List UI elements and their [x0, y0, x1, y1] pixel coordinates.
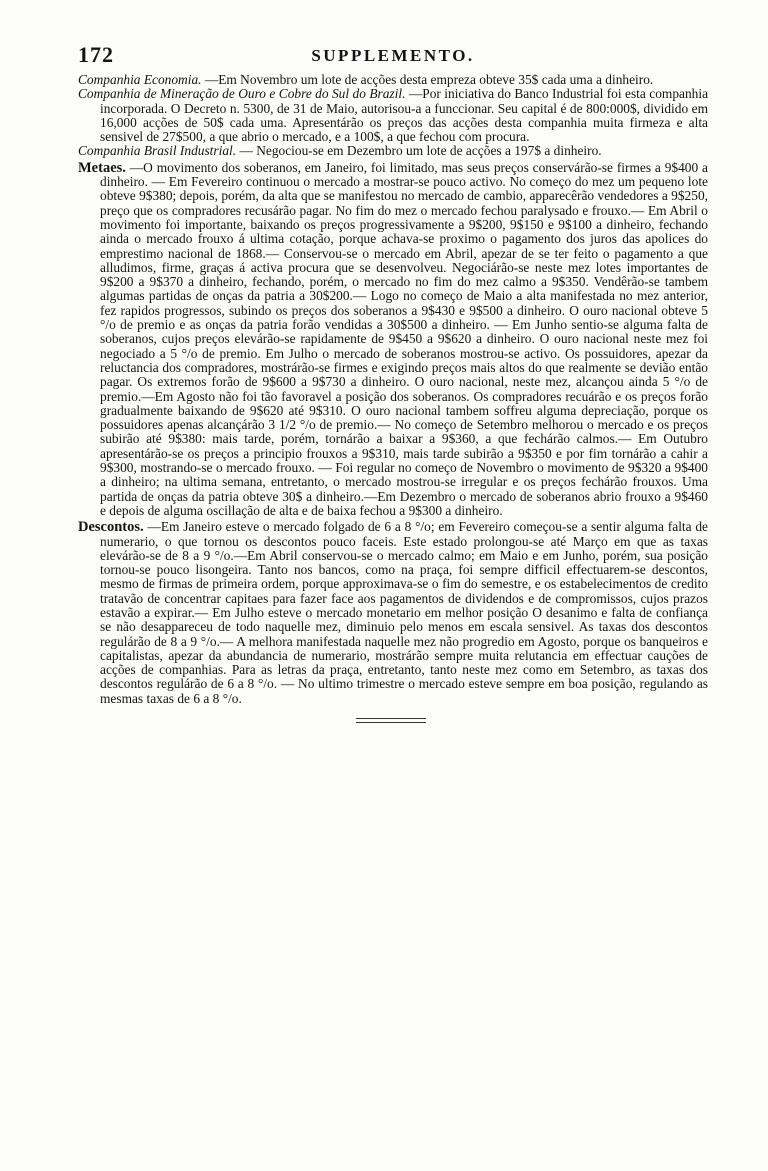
running-head: SUPPLEMENTO.	[311, 46, 475, 65]
company-text: —Por iniciativa do Banco Industrial foi esta companhia incorporada. O Decreto n. 5300, de 31 de Maio, autorisou-a a funccionar. Seu capital é de 800:000$, dividido em 16,000 acções de 50$ cada uma. Apresentárão os preços das acções desta companhia muita firmeza e alta sensivel de 27$500, a que abrio o mercado, e a 100$, a que fechou com procura.	[100, 86, 709, 145]
descontos-section	[78, 520, 708, 706]
company-entry	[78, 73, 708, 87]
page-body	[78, 73, 708, 706]
end-rule	[356, 718, 426, 719]
descontos-heading: Descontos.	[78, 519, 144, 536]
company-name: Companhia Economia.	[78, 72, 202, 87]
page-number: 172	[78, 42, 114, 67]
descontos-text: —Em Janeiro esteve o mercado folgado de 6 a 8 °/o; em Fevereiro começou-se a sentir alguma falta de numerario, o que tornou os descontos pouco faceis. Este estado prolongou-se até Março em que as taxas elevárão-se de 8 a 9 °/o.—Em Abril conservou-se o mercado calmo; em Maio e em Junho, porém, sua posição tornou-se pouco lisongeira. Tanto nos bancos, como na praça, foi sempre difficil effectuarem-se descontos, mesmo de firmas de primeira ordem, porque approximava-se o fim do semestre, e os estabelecimentos de credito tratavão de concentrar capitaes para fazer face aos pagamentos de dividendos e de compromissos, cujos prazos estavão a expirar.— Em Julho esteve o mercado monetario em melhor posição O desanimo e falta de confiança se não desappareceu de todo naquelle mez, diminuio pelo menos em escala sensivel. As taxas dos descontos regulárão de 8 a 9 °/o.— A melhora manifestada naquelle mez não progredio em Agosto, porque os banqueiros e capitalistas, apezar da abundancia de numerario, mostrárão sempre muita relutancia em effectuar cauções de acções de companhias. Para as letras da praça, entretanto, tanto neste mez como em Setembro, as taxas dos descontos regulárão de 6 a 8 °/o. — No ultimo trimestre o mercado esteve sempre em boa posição, regulando as mesmas taxas de 6 a 8 °/o.	[100, 519, 708, 706]
company-name: Companhia de Mineração de Ouro e Cobre do Sul do Brazil.	[78, 86, 406, 102]
company-text: —Em Novembro um lote de acções desta empreza obteve 35$ cada uma a dinheiro.	[204, 72, 654, 87]
end-rule	[356, 722, 426, 723]
company-entry	[78, 144, 708, 158]
company-name: Companhia Brasil Industrial.	[78, 143, 237, 159]
page-header	[78, 42, 708, 72]
metaes-section	[78, 161, 708, 518]
company-text: — Negociou-se em Dezembro um lote de acções a 197$ a dinheiro.	[239, 143, 602, 159]
metaes-text: —O movimento dos soberanos, em Janeiro, foi limitado, mas seus preços conservárão-se firmes a 9$400 a dinheiro. — Em Fevereiro continuou o mercado a mostrar-se pouco activo. No começo do mez um pequeno lote obteve 9$380; depois, porém, da alta que se manifestou no mercado de cambio, apparecêrão vendedores a 9$250, preço que os compradores recusárão pagar. No fim do mez o mercado fechou paralysado e frouxo.— Em Abril o movimento foi importante, baixando os preços progressivamente a 9$200, 9$150 e 9$100 a dinheiro, fechando ainda o mercado frouxo á ultima cotação, porque achava-se proximo o pagamento dos juros das apolices do emprestimo nacional de 1868.— Conservou-se o mercado em Abril, apezar de se ter feito o pagamento a que alludimos, firme, graças á activa procura que se desenvolveu. Negociárão-se neste mez lotes importantes de 9$200 a 9$370 a dinheiro, fechando, porém, o mercado no fim do mez calmo a 9$350. Vendêrão-se tambem algumas partidas de onças da patria a 30$200.— Logo no começo de Maio a alta manifestada no mez anterior, fez rapidos progressos, subindo os preços dos soberanos a 9$430 e 9$500 a dinheiro. O ouro nacional obteve 5 °/o de premio e as onças da patria forão vendidas a 30$500 a dinheiro. — Em Junho sentio-se alguma falta de soberanos, cujos preços elevárão-se rapidamente de 9$450 a 9$620 a dinheiro. O ouro nacional neste mez foi negociado a 5 °/o de premio. Em Julho o mercado de soberanos mostrou-se activo. Os possuidores, apezar da reluctancia dos compradores, mostrárão-se firmes e exigindo preços mais altos do que realmente se devião então pagar. Os extremos forão de 9$600 a 9$730 a dinheiro. O ouro nacional, neste mez, alcançou ainda 5 °/o de premio.—Em Agosto não foi tão favoravel a posição dos soberanos. Os compradores recuárão e os preços forão gradualmente baixando de 9$620 até 9$310. O ouro nacional tambem soffreu alguma depreciação, porque os possuidores apenas alcançárão 3 1/2 °/o de premio.— No começo de Setembro melhorou o mercado e os preços subirão até 9$380: mais tarde, porém, tornárão a baixar a 9$360, a que fechárão calmos.— Em Outubro apresentárão-se os preços a principio frouxos a 9$310, mais tarde subirão a 9$350 e por fim tornárão a cahir a 9$300, mostrando-se o mercado frouxo. — Foi regular no começo de Novembro o movimento de 9$320 a 9$400 a dinheiro; na ultima semana, entretanto, o mercado mostrou-se irregular e os preços fechárão frouxos. Uma partida de onças da patria obteve 30$ a dinheiro.—Em Dezembro o mercado de soberanos abrio frouxo a 9$460 e depois de alguma oscillação de alta e de baixa fechou a 9$300 a dinheiro.	[100, 159, 708, 518]
company-entry	[78, 87, 708, 144]
metaes-heading: Metaes.	[78, 159, 126, 176]
